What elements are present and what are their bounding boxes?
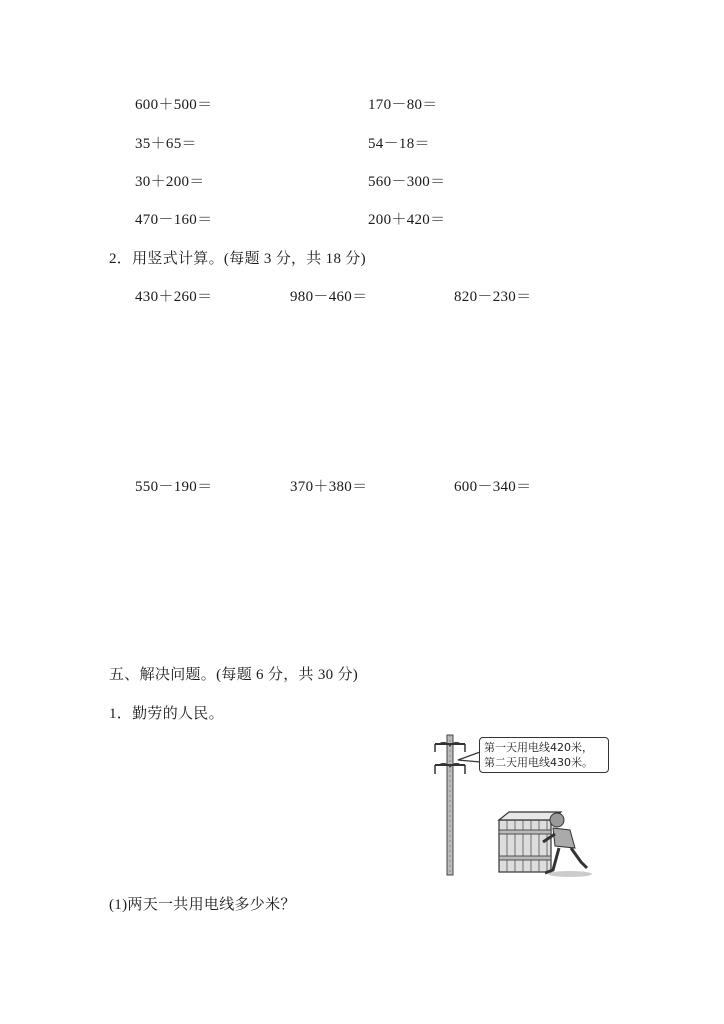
vertical-calc-5: 370＋380＝ bbox=[290, 479, 368, 495]
bubble-line-2: 第二天用电线430米。 bbox=[484, 756, 593, 769]
oral-calc-left-0: 600＋500＝ bbox=[135, 97, 213, 113]
illustration-power-pole-worker bbox=[425, 730, 620, 880]
vertical-calc-1: 430＋260＝ bbox=[135, 289, 213, 305]
speech-bubble bbox=[479, 737, 609, 773]
section5-heading: 五、解决问题。(每题 6 分，共 30 分) bbox=[109, 667, 359, 683]
oral-calc-left-1: 35＋65＝ bbox=[135, 136, 197, 152]
oral-calc-right-3: 200＋420＝ bbox=[368, 212, 446, 228]
oral-calc-right-1: 54－18＝ bbox=[368, 136, 430, 152]
bubble-line-1: 第一天用电线420米， bbox=[484, 741, 593, 754]
vertical-calc-2: 980－460＝ bbox=[290, 289, 368, 305]
oral-calc-right-0: 170－80＝ bbox=[368, 97, 438, 113]
vertical-calc-4: 550－190＝ bbox=[135, 479, 213, 495]
oral-calc-left-2: 30＋200＝ bbox=[135, 174, 205, 190]
question1-sub1: (1)两天一共用电线多少米？ bbox=[109, 897, 296, 913]
oral-calc-left-3: 470－160＝ bbox=[135, 212, 213, 228]
oral-calc-right-2: 560－300＝ bbox=[368, 174, 446, 190]
section2-heading: 2．用竖式计算。(每题 3 分，共 18 分) bbox=[109, 251, 366, 267]
vertical-calc-3: 820－230＝ bbox=[454, 289, 532, 305]
question1-title: 1．勤劳的人民。 bbox=[109, 706, 224, 722]
vertical-calc-6: 600－340＝ bbox=[454, 479, 532, 495]
